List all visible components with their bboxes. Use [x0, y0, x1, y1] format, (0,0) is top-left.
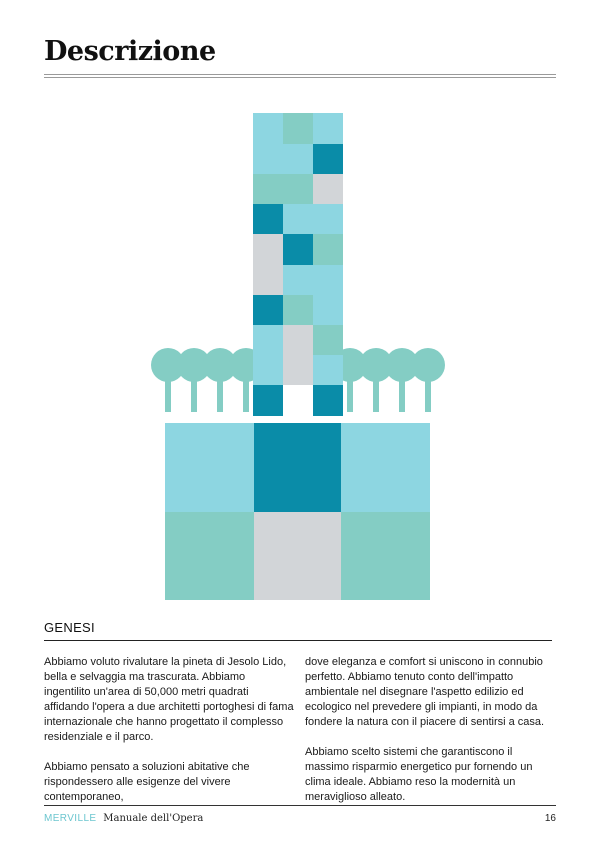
- manual-title: Manuale dell'Opera: [103, 813, 204, 824]
- paragraph: Abbiamo scelto sistemi che garantiscono il massimo risparmio energetico pur fornendo un clima ideale. Abbiamo reso la modernità un meraviglioso alleato.: [305, 746, 533, 803]
- footer-divider: [44, 805, 556, 806]
- section-divider: [44, 640, 552, 641]
- trees-right: [333, 348, 445, 412]
- text-column-left: [44, 655, 294, 820]
- brand-name: MERVILLE: [44, 813, 97, 824]
- paragraph: dove eleganza e comfort si uniscono in connubio perfetto. Abbiamo tenuto conto dell'impatto ambientale nel disegnare l'aspetto edilizio ed ecologico nel prevedere gli impianti, in modo da fondere la natura con il piacere di sentirsi a casa.: [305, 656, 545, 728]
- paragraph: Abbiamo voluto rivalutare la pineta di Jesolo Lido, bella e selvaggia ma trascurata. Abbiamo ingentilito un'area di 50,000 metri quadrati affidando l'opera a due architetti portoghesi di fama internazionale che hanno progettato il complesso residenziale e il parco.: [44, 656, 294, 743]
- page-number: 16: [544, 813, 556, 824]
- text-column-right: [305, 655, 555, 820]
- tower-tiles: [253, 113, 343, 416]
- paragraph: Abbiamo pensato a soluzioni abitative che rispondessero alle esigenze del vivere contemporaneo,: [44, 761, 250, 803]
- building-base: [165, 423, 430, 600]
- section-title: GENESI: [44, 620, 95, 635]
- trees-left: [151, 348, 263, 412]
- page-title: Descrizione: [44, 36, 216, 67]
- footer: [44, 813, 203, 824]
